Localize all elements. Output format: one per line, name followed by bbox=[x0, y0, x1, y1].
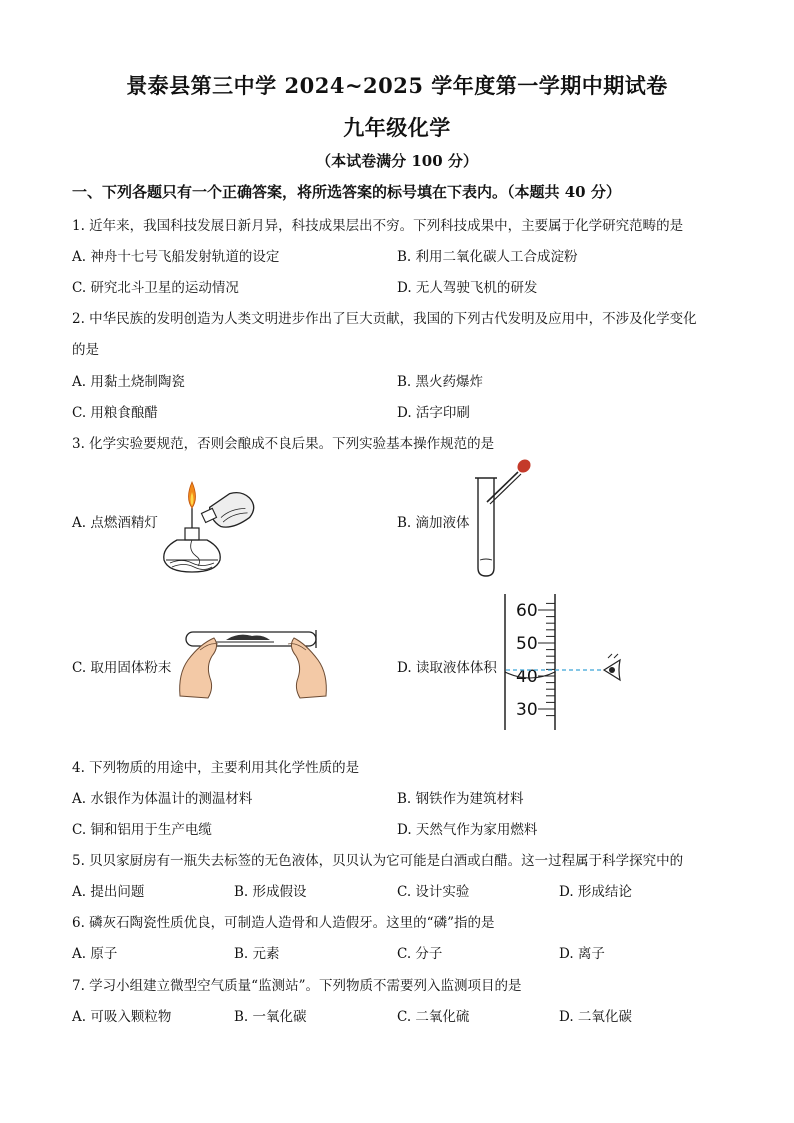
eye-icon bbox=[604, 654, 620, 680]
exam-title: 景泰县第三中学 2024~2025 学年度第一学期中期试卷 bbox=[126, 73, 668, 98]
option-b: B. 形成假设 bbox=[234, 884, 307, 900]
option-b: B. 钢铁作为建筑材料 bbox=[397, 791, 524, 807]
option-c: C. 研究北斗卫星的运动情况 bbox=[72, 280, 239, 296]
option-b: B. 滴加液体 bbox=[397, 515, 470, 531]
question-stem: 3. 化学实验要规范，否则会酿成不良后果。下列实验基本操作规范的是 bbox=[72, 436, 495, 452]
question-stem-continued: 的是 bbox=[72, 342, 99, 358]
option-b: B. 利用二氧化碳人工合成淀粉 bbox=[397, 249, 578, 265]
cylinder-tick-label: 30 bbox=[516, 700, 538, 720]
option-a: A. 提出问题 bbox=[72, 884, 145, 900]
option-a: A. 水银作为体温计的测温材料 bbox=[72, 791, 253, 807]
question-stem: 7. 学习小组建立微型空气质量“监测站”。下列物质不需要列入监测项目的是 bbox=[72, 978, 522, 994]
option-a: A. 神舟十七号飞船发射轨道的设定 bbox=[72, 249, 280, 265]
question-stem: 5. 贝贝家厨房有一瓶失去标签的无色液体，贝贝认为它可能是白酒或白醋。这一过程属于科学探究中的 bbox=[72, 853, 684, 869]
option-b: B. 元素 bbox=[234, 946, 280, 962]
graduated-cylinder-figure bbox=[500, 592, 630, 732]
option-c: C. 二氧化硫 bbox=[397, 1009, 470, 1025]
section-heading: 一、下列各题只有一个正确答案，将所选答案的标号填在下表内。（本题共 40 分） bbox=[72, 183, 621, 201]
option-c: C. 设计实验 bbox=[397, 884, 470, 900]
option-c: C. 分子 bbox=[397, 946, 443, 962]
cylinder-tick-label: 60 bbox=[516, 601, 538, 621]
option-a: A. 可吸入颗粒物 bbox=[72, 1009, 172, 1025]
exam-subject: 九年级化学 bbox=[343, 115, 451, 140]
test-tube-hands-figure bbox=[178, 626, 328, 700]
alcohol-lamp-figure bbox=[152, 468, 272, 578]
question-stem: 2. 中华民族的发明创造为人类文明进步作出了巨大贡献，我国的下列古代发明及应用中，不涉及化学变化 bbox=[72, 311, 697, 327]
cylinder-tick-label: 40 bbox=[516, 667, 538, 687]
option-a: A. 用黏土烧制陶瓷 bbox=[72, 374, 185, 390]
question-stem: 1. 近年来，我国科技发展日新月异，科技成果层出不穷。下列科技成果中，主要属于化学研究范畴的是 bbox=[72, 218, 684, 234]
option-b: B. 一氧化碳 bbox=[234, 1009, 307, 1025]
option-c: C. 铜和铝用于生产电缆 bbox=[72, 822, 212, 838]
cylinder-tick-label: 50 bbox=[516, 634, 538, 654]
option-a: A. 原子 bbox=[72, 946, 118, 962]
option-c: C. 取用固体粉末 bbox=[72, 660, 172, 676]
dropper-test-tube-figure bbox=[470, 460, 540, 580]
option-d: D. 无人驾驶飞机的研发 bbox=[397, 280, 538, 296]
question-stem: 6. 磷灰石陶瓷性质优良，可制造人造骨和人造假牙。这里的“磷”指的是 bbox=[72, 915, 495, 931]
option-d: D. 形成结论 bbox=[559, 884, 632, 900]
option-d: D. 天然气作为家用燃料 bbox=[397, 822, 538, 838]
score-note: （本试卷满分 100 分） bbox=[316, 152, 478, 170]
option-d: D. 二氧化碳 bbox=[559, 1009, 632, 1025]
question-stem: 4. 下列物质的用途中，主要利用其化学性质的是 bbox=[72, 760, 360, 776]
option-d: D. 读取液体体积 bbox=[397, 660, 497, 676]
option-d: D. 离子 bbox=[559, 946, 605, 962]
option-a: A. 点燃酒精灯 bbox=[72, 515, 158, 531]
option-c: C. 用粮食酿醋 bbox=[72, 405, 158, 421]
option-b: B. 黑火药爆炸 bbox=[397, 374, 484, 390]
option-d: D. 活字印刷 bbox=[397, 405, 470, 421]
